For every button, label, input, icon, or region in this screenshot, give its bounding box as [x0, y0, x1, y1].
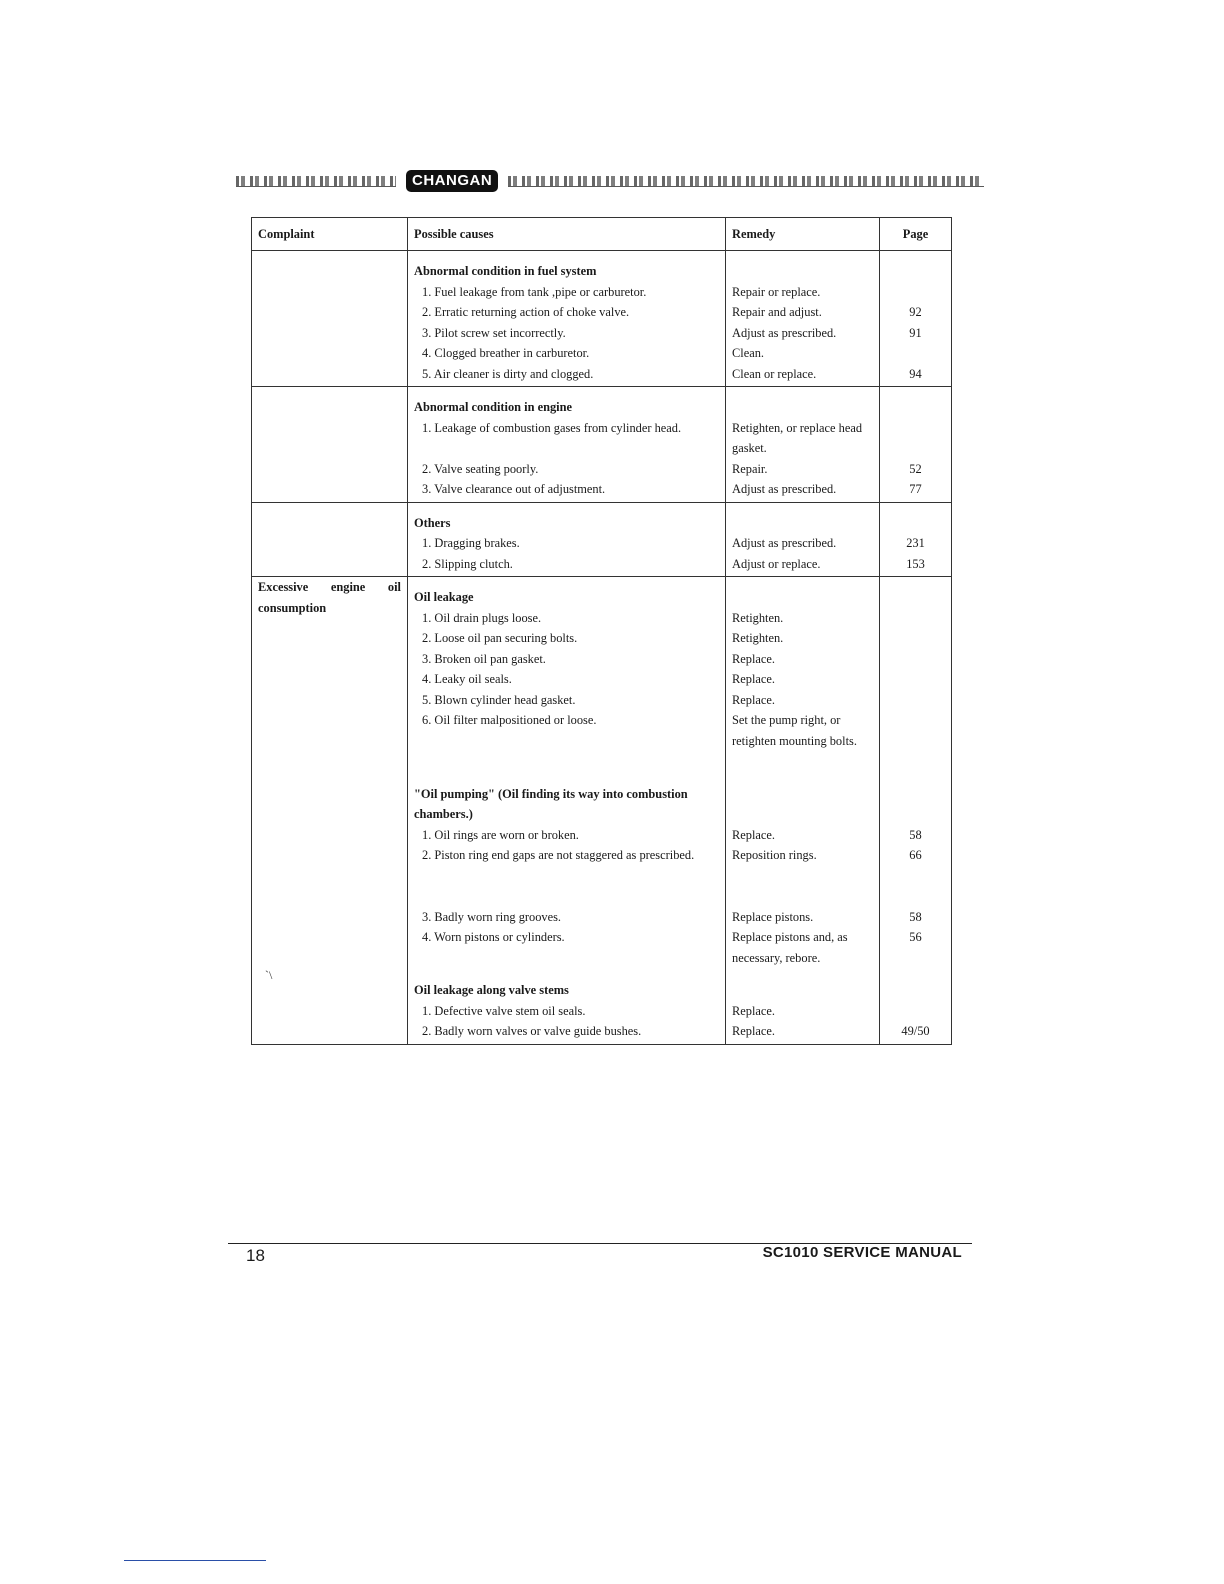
cause-item: 4. Clogged breather in carburetor.	[422, 346, 590, 360]
cause-item: 2. Slipping clutch.	[422, 556, 513, 571]
cause-item: 5. Air cleaner is dirty and clogged.	[422, 366, 594, 381]
remedy-group	[732, 251, 873, 386]
remedy-item: Clean.	[732, 346, 764, 360]
remedy-group	[732, 503, 873, 577]
cause-item: 3. Badly worn ring grooves.	[422, 909, 562, 924]
remedy-item: Adjust as prescribed.	[732, 325, 837, 340]
spacer	[886, 513, 945, 534]
cause-item: 3. Pilot screw set incorrectly.	[422, 325, 566, 340]
page-cell	[880, 577, 952, 1045]
cause-item: 3. Broken oil pan gasket.	[422, 651, 546, 666]
brand-logo: CHANGAN	[406, 170, 498, 192]
page-ref: 58	[909, 827, 922, 842]
cause-item: 4. Worn pistons or cylinders.	[422, 930, 565, 944]
page-group	[886, 387, 945, 502]
spacer	[732, 587, 873, 608]
spacer	[732, 513, 873, 534]
remedy-item: Replace.	[732, 651, 775, 666]
causes-cell	[408, 251, 726, 387]
page-ref	[886, 628, 945, 649]
cause-item: 4. Leaky oil seals.	[422, 672, 512, 686]
cause-item: 2. Erratic returning action of choke valve.	[422, 305, 630, 319]
page-cell	[880, 387, 952, 503]
table-row	[252, 502, 952, 577]
remedy-cell	[726, 251, 880, 387]
troubleshooting-table	[251, 217, 952, 1045]
page-group	[886, 774, 945, 971]
remedy-cell	[726, 502, 880, 577]
causes-cell	[408, 577, 726, 1045]
cause-item: 3. Valve clearance out of adjustment.	[422, 482, 606, 496]
table-row	[252, 577, 952, 1045]
cause-group	[414, 577, 719, 774]
cause-group-title: Others	[414, 515, 451, 530]
remedy-item: Retighten, or replace head gasket.	[732, 420, 863, 455]
page-ref: 231	[906, 536, 925, 550]
page-ref	[886, 418, 945, 459]
complaint-cell	[252, 502, 408, 577]
remedy-item: Retighten.	[732, 610, 784, 625]
remedy-item: Retighten.	[732, 631, 784, 645]
spacer	[732, 784, 873, 825]
spacer	[886, 261, 945, 282]
table-body	[252, 251, 952, 1045]
cause-item: 1. Oil drain plugs loose.	[422, 610, 542, 625]
header-complaint: Complaint	[252, 218, 408, 251]
header-page: Page	[880, 218, 952, 251]
remedy-item: Set the pump right, or retighten mounting bolts.	[732, 713, 857, 748]
remedy-item: Reposition rings.	[732, 848, 817, 862]
cause-group	[414, 970, 719, 1044]
remedy-group	[732, 577, 873, 774]
cause-group-title: Abnormal condition in fuel system	[414, 264, 597, 278]
remedy-item: Clean or replace.	[732, 366, 817, 381]
spacer	[886, 397, 945, 418]
remedy-item: Repair or replace.	[732, 284, 821, 299]
cause-item: 2. Loose oil pan securing bolts.	[422, 631, 578, 645]
remedy-item: Repair and adjust.	[732, 305, 822, 319]
page-ref	[886, 690, 945, 711]
remedy-cell	[726, 387, 880, 503]
table-header-row	[252, 218, 952, 251]
spacer	[886, 886, 945, 907]
causes-cell	[408, 502, 726, 577]
page-ref: 91	[909, 325, 922, 340]
cause-item: 2. Valve seating poorly.	[422, 461, 539, 476]
page-group	[886, 577, 945, 774]
page-cell	[880, 251, 952, 387]
remedy-item: Replace.	[732, 672, 775, 686]
page-ref	[886, 608, 945, 629]
spacer	[732, 886, 873, 907]
page-ref	[886, 1001, 945, 1022]
page-group	[886, 970, 945, 1044]
cause-item: 1. Fuel leakage from tank ,pipe or carburetor.	[422, 284, 647, 299]
cause-item: 1. Defective valve stem oil seals.	[422, 1003, 586, 1018]
cause-item: 1. Dragging brakes.	[422, 536, 520, 550]
causes-cell	[408, 387, 726, 503]
page-ref	[886, 669, 945, 690]
remedy-item: Adjust or replace.	[732, 556, 821, 571]
complaint-cell	[252, 251, 408, 387]
remedy-item: Replace pistons.	[732, 909, 814, 924]
remedy-item: Adjust as prescribed.	[732, 482, 837, 496]
spacer	[414, 886, 719, 907]
page-ref: 58	[909, 909, 922, 924]
page-ref: 77	[909, 482, 922, 496]
cause-item: 1. Leakage of combustion gases from cylinder head.	[422, 420, 682, 435]
remedy-item: Replace.	[732, 692, 775, 707]
cause-group	[414, 251, 719, 386]
complaint-cell	[252, 387, 408, 503]
cause-item: 5. Blown cylinder head gasket.	[422, 692, 576, 707]
header-band	[236, 170, 984, 196]
cause-group	[414, 387, 719, 502]
page-ref	[886, 710, 945, 772]
cause-group-title: Abnormal condition in engine	[414, 400, 573, 414]
bottom-rule	[124, 1560, 266, 1561]
page-ref: 94	[909, 366, 922, 381]
manual-title: SC1010 SERVICE MANUAL	[762, 1244, 962, 1261]
header-remedy: Remedy	[726, 218, 880, 251]
spacer	[886, 784, 945, 825]
complaint-cell: Excessive engine oil consumption	[252, 577, 408, 1045]
page-cell	[880, 502, 952, 577]
cause-group	[414, 774, 719, 971]
cause-item: 1. Oil rings are worn or broken.	[422, 827, 579, 842]
remedy-group	[732, 387, 873, 502]
remedy-group	[732, 774, 873, 971]
remedy-group	[732, 970, 873, 1044]
page-number: 18	[246, 1246, 265, 1265]
page-ref: 56	[909, 930, 922, 944]
page-ref: 92	[909, 305, 922, 319]
remedy-item: Adjust as prescribed.	[732, 536, 837, 550]
remedy-cell	[726, 577, 880, 1045]
page-ref: 66	[909, 848, 922, 862]
header-ornament-left	[236, 176, 396, 187]
spacer	[886, 980, 945, 1001]
table-row	[252, 387, 952, 503]
remedy-item: Replace.	[732, 827, 775, 842]
header-ornament-right	[508, 176, 984, 187]
remedy-item: Replace pistons and, as necessary, rebore.	[732, 930, 848, 965]
page-ref: 52	[909, 461, 922, 476]
cause-item: 2. Piston ring end gaps are not staggered as prescribed.	[422, 848, 695, 862]
spacer	[732, 261, 873, 282]
page-group	[886, 503, 945, 577]
remedy-item: Repair.	[732, 461, 768, 476]
cause-group-title: Oil leakage	[414, 590, 474, 604]
header-possible-causes: Possible causes	[408, 218, 726, 251]
table-row	[252, 251, 952, 387]
cause-group-title: "Oil pumping" (Oil finding its way into combustion chambers.)	[414, 786, 688, 821]
cause-group-title: Oil leakage along valve stems	[414, 983, 569, 997]
cause-item: 6. Oil filter malpositioned or loose.	[422, 713, 597, 727]
cause-group	[414, 503, 719, 577]
remedy-item: Replace.	[732, 1003, 775, 1018]
cause-item: 2. Badly worn valves or valve guide bushes.	[422, 1024, 642, 1038]
spacer	[886, 587, 945, 608]
remedy-item: Replace.	[732, 1024, 775, 1038]
page-ref	[886, 282, 945, 303]
page-group	[886, 251, 945, 386]
page-ref	[886, 649, 945, 670]
spacer	[732, 980, 873, 1001]
page-ref: 153	[906, 556, 925, 571]
page-ref	[886, 343, 945, 364]
spacer	[732, 397, 873, 418]
stray-mark: `\	[265, 968, 273, 982]
page-ref: 49/50	[901, 1024, 930, 1038]
